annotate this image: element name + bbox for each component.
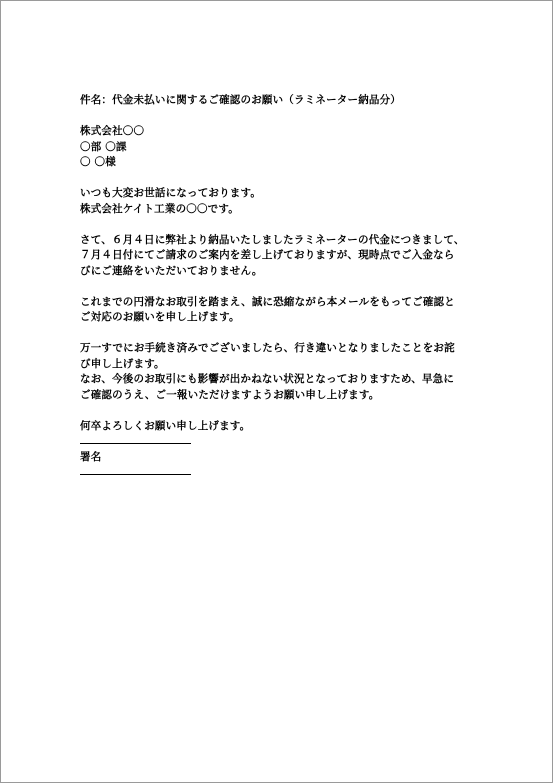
paragraph3-line: 万一すでにお手続き済みでございましたら、行き違いとなりましたことをお詫 xyxy=(80,342,455,354)
paragraph3-line: び申し上げます。 xyxy=(80,357,165,370)
greeting-line: 株式会社ケイト工業の〇〇です。 xyxy=(80,202,239,215)
letter-body xyxy=(80,93,480,481)
signature-rule-top xyxy=(80,434,191,450)
spacer xyxy=(80,326,480,342)
signature-label: 署名 xyxy=(80,450,102,463)
paragraph1-line: ７月４日付にてご請求のご案内を差し上げておりますが、現時点でご入金なら xyxy=(80,249,455,261)
paragraph3-line: ご確認のうえ、ご一報いただけますようお願い申し上げます。 xyxy=(80,388,380,401)
spacer xyxy=(80,279,480,295)
paragraph1-line: さて、６月４日に弊社より納品いたしましたラミネーターの代金につきまして、 xyxy=(80,233,465,246)
greeting-line: いつも大変お世話になっております。 xyxy=(80,187,262,199)
closing-line: 何卒よろしくお願い申し上げます。 xyxy=(80,419,251,432)
signature-rule-bottom xyxy=(80,465,191,481)
spacer xyxy=(80,217,480,233)
spacer xyxy=(80,403,480,419)
spacer xyxy=(80,171,480,187)
spacer xyxy=(80,109,480,125)
recipient-name: 〇 〇様 xyxy=(80,156,116,168)
paragraph3-line: なお、今後のお取引にも影響が出かねない状況となっておりますため、早急に xyxy=(80,373,455,385)
subject-line: 件名：代金未払いに関するご確認のお願い（ラミネーター納品分） xyxy=(80,94,401,106)
paragraph2-line: ご対応のお願いを申し上げます。 xyxy=(80,311,240,323)
paragraph2-line: これまでの円滑なお取引を踏まえ、誠に恐縮ながら本メールをもってご確認と xyxy=(80,295,455,308)
recipient-department: 〇部 〇課 xyxy=(80,140,127,153)
paragraph1-line: びにご連絡をいただいておりません。 xyxy=(80,264,263,277)
recipient-company: 株式会社〇〇 xyxy=(80,125,145,137)
